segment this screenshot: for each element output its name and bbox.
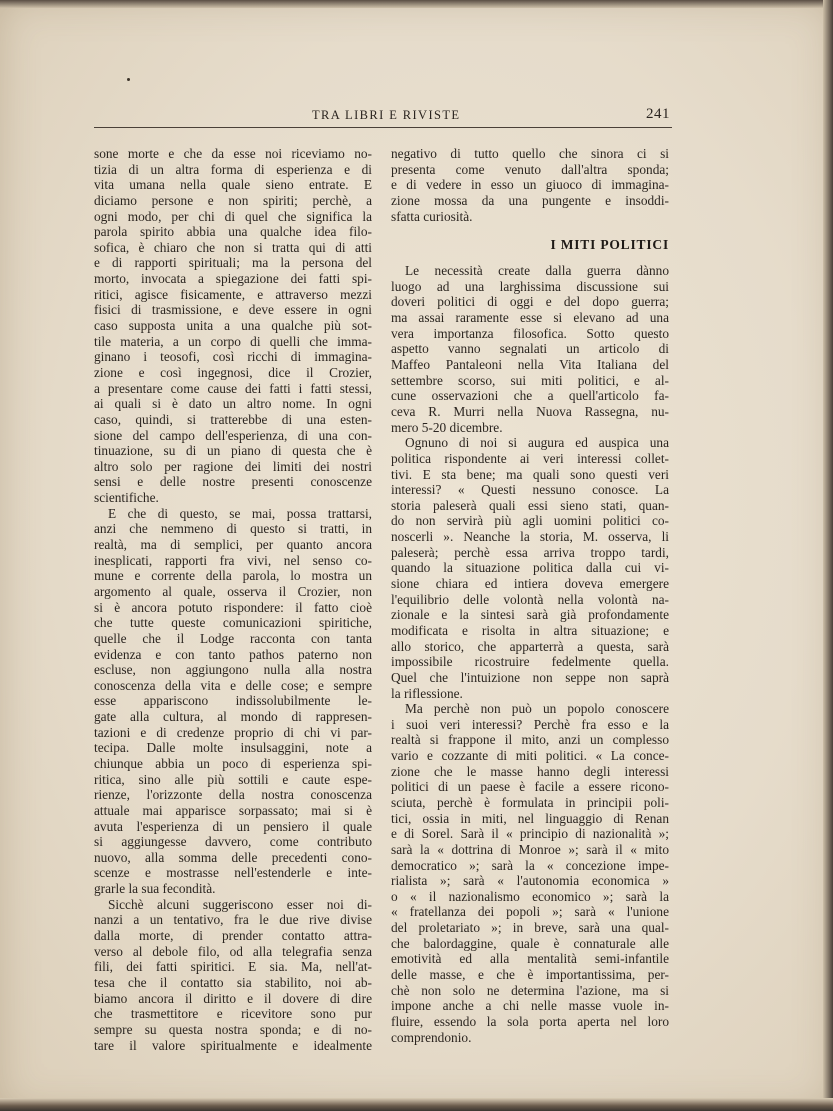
text-line: tici, ossia in miti, nel linguaggio di Renan [391,810,669,826]
text-line: tesa che il contatto sia stabilito, noi ab- [94,974,372,990]
text-line: sione chiara ed intiera doveva emergere [391,576,669,592]
text-line: Ognuno di noi si augura ed auspica una [405,435,669,451]
text-line: quelle che il Lodge racconta con tanta [94,630,372,646]
text-line: zione e così ingegnosi, dice il Crozier, [94,364,372,380]
text-line: « fratellanza dei popoli »; sarà « l'unione [391,904,669,920]
text-line: inesplicati, rapporti fra vivi, nel senso co- [94,552,372,568]
text-line: e di rapporti spirituali; ma la persona del [94,255,372,271]
text-line: modificata e risolta in altra situazione; e [391,622,669,638]
text-line: democratico »; sarà la « concezione impe- [391,857,669,873]
text-line: ai quali si è dato un altro nome. In ogni [94,396,372,412]
text-line: e di vedere in esso un giuoco di immagina- [391,177,669,193]
text-line: Ma perchè non può un popolo conoscere [405,701,669,717]
text-line: E che di questo, se mai, possa trattarsi, [108,505,372,521]
text-line: escluse, non aggiungono nulla alla nostra [94,662,372,678]
text-line: nuovo, alla somma delle precedenti cono- [94,849,372,865]
text-line: sofica, è chiaro che non si tratta qui di atti [94,239,372,255]
text-line: politici di un paese è facile a essere ricono- [391,779,669,795]
right-column-body [391,263,669,1045]
text-line: noscerli ». Neanche la storia, M. osserva, li [391,529,669,545]
text-line: realtà si frappone il mito, anzi un complesso [391,732,669,748]
text-line: fili, dei fatti spiritici. E sia. Ma, nell'at- [94,959,372,975]
text-line: ginano i teosofi, così ricchi di immagina- [94,349,372,365]
text-line: sarà la « dottrina di Monroe »; sarà il « mito [391,841,669,857]
text-line: tinuazione, su di un piano di questa che è [94,443,372,459]
text-line: vario e cozzante di miti politici. « La conce- [391,748,669,764]
section-heading: I MITI POLITICI [550,237,669,253]
text-line: impone anche a chi nelle masse vuole in- [391,998,669,1014]
text-line: a presentare come cause dei fatti i fatti stessi, [94,380,372,396]
text-line: storia paleserà quali essi sieno stati, quan- [391,497,669,513]
ink-speck [127,78,130,81]
text-line: attuale mai apparisce sorpassato; mai si è [94,802,372,818]
page-number: 241 [646,106,670,122]
text-line: delle masse, e che è importantissima, per- [391,967,669,983]
text-line: anzi che nemmeno di questo si tratti, in [94,521,372,537]
text-line: ceva R. Murri nella Nuova Rassegna, nu- [391,403,669,419]
text-line: settembre scorso, sui miti politici, e al- [391,372,669,388]
header-rule [94,127,672,128]
running-title: TRA LIBRI E RIVISTE [312,108,461,122]
text-line: chè non solo ne determina l'azione, ma si [391,982,669,998]
text-line: ogni modo, per chi di quel che significa la [94,208,372,224]
text-line: sempre su questa nostra sponda; e di no- [94,1021,372,1037]
text-line: rialista »; sarà « l'autonomia economica » [391,873,669,889]
text-line: realtà, ma di semplici, per quanto ancora [94,537,372,553]
text-line: biamo ancora il diritto e il dovere di dire [94,990,372,1006]
text-line: caso, quindi, si tratterebbe di una esten- [94,411,372,427]
text-line: Sicchè alcuni suggeriscono esser noi di- [108,896,372,912]
text-line: si aggiungesse davvero, come contributo [94,834,372,850]
text-line: diciamo persone e non spiriti; perchè, a [94,192,372,208]
text-line: sione del campo dell'esperienza, di una con- [94,427,372,443]
text-line: che tutte queste comunicazioni spiritiche, [94,615,372,631]
text-line: presenta come venuto dall'altra sponda; [391,161,669,177]
text-line: sfatta curiosità. [391,208,473,224]
text-line: scenze e mostrasse nell'estenderle e inte- [94,865,372,881]
text-line: mune e corrente della parola, lo mostra un [94,568,372,584]
text-line: sensi e delle nostre presenti conoscenze [94,474,372,490]
text-line: rienze, l'orizzonte della nostra conoscenza [94,787,372,803]
text-line: nanzi a un tentativo, fra le due rive divise [94,912,372,928]
text-line: ritica, sino alle più sottili e caute espe- [94,771,372,787]
left-column [94,146,372,1053]
text-line: fisici di trasmissione, e deve essere in ogni [94,302,372,318]
text-line: tivi. E sta bene; ma quali sono questi veri [391,466,669,482]
text-line: Le necessità create dalla guerra dànno [405,263,669,279]
text-line: avuta l'esperienza di un pensiero il quale [94,818,372,834]
text-line: evidenza e con tanto pathos paterno non [94,646,372,662]
text-line: fluire, essendo la sola porta aperta nel loro [391,1013,669,1029]
text-line: grarle la sua fecondità. [94,881,216,897]
text-line: la riflessione. [391,685,463,701]
text-line: paleserà; perchè essa arriva troppo tardi, [391,544,669,560]
text-line: quando la situazione politica dalla cui vi- [391,560,669,576]
text-line: verso al debole filo, od alla telegrafia senza [94,943,372,959]
text-line: i suoi veri interessi? Perchè fra esso e la [391,716,669,732]
text-line: emotività ed alla mentalità semi-infantile [391,951,669,967]
text-line: l'equilibrio delle volontà nella volontà na- [391,591,669,607]
text-line: conoscenza della vita e delle cose; e sempre [94,677,372,693]
text-line: parola spirito abbia una qualche idea filo- [94,224,372,240]
text-line: comprendonio. [391,1029,472,1045]
text-line: morto, invocata a spiegazione dei fatti spi- [94,271,372,287]
text-line: Quel che l'intuizione non seppe non saprà [391,669,669,685]
text-line: caso supposta unita a una qualche più sot- [94,318,372,334]
text-line: scientifiche. [94,490,159,506]
text-line: vera importanza filosofica. Sotto questo [391,325,669,341]
running-header [94,106,674,128]
text-line: zionale e la sintesi sarà già profondamente [391,607,669,623]
text-line: mero 5-20 dicembre. [391,419,503,435]
text-line: tazioni e di credenze proprio di chi vi par- [94,724,372,740]
text-line: do non servirà più agli uomini politici co- [391,513,669,529]
text-line: tile materia, a un corpo di quelli che imma- [94,333,372,349]
text-line: vita umana nella quale sieno entrate. E [94,177,372,193]
page-right-edge [823,0,833,1111]
text-line: sciuta, perchè è formulata in principii poli- [391,794,669,810]
text-line: doveri politici di oggi e del dopo guerra; [391,294,669,310]
text-line: impossibile ricostruire fedelmente quella. [391,654,669,670]
text-line: gate alla cultura, al mondo di rappresen- [94,709,372,725]
text-line: o « il nazionalismo economico »; sarà la [391,888,669,904]
text-line: allo storico, che apparterrà a questa, sarà [391,638,669,654]
text-line: e di Sorel. Sarà il « principio di nazionalità »; [391,826,669,842]
text-line: tare il valore spiritualmente e idealmente [94,1037,372,1053]
text-line: luogo ad una larghissima discussione sui [391,278,669,294]
text-line: del proletariato »; in breve, sarà una qual- [391,920,669,936]
page-bottom-edge [0,1098,833,1111]
text-line: cune osservazioni che a quell'articolo fa- [391,388,669,404]
text-line: tizia di un altra forma di esperienza e di [94,161,372,177]
text-line: politica rispondente ai veri interessi collet- [391,450,669,466]
text-line: dalla morte, di prender contatto attra- [94,928,372,944]
text-line: zione mossa da una pungente e insoddi- [391,192,669,208]
text-line: argomento al quale, osserva il Crozier, non [94,583,372,599]
text-line: altro solo per ragione dei limiti dei nostri [94,458,372,474]
right-column-intro [391,146,669,224]
text-line: che trasmettitore e ricevitore sono pur [94,1006,372,1022]
text-line: sone morte e che da esse noi riceviamo no- [94,146,372,161]
text-line: tecipa. Dalle molte insulsaggini, note a [94,740,372,756]
text-line: ritici, agisce fisicamente, e attraverso mezzi [94,286,372,302]
text-line: interessi? « Questi nessuno conosce. La [391,482,669,498]
page-top-edge [0,0,833,8]
text-line: esse appariscono indissolubilmente le- [94,693,372,709]
text-line: negativo di tutto quello che sinora ci si [391,146,669,161]
text-line: ma assai raramente esse si elevano ad una [391,310,669,326]
text-line: che balordaggine, quale è connaturale alle [391,935,669,951]
text-line: aspetto vanno segnalati un articolo di [391,341,669,357]
text-line: chiunque abbia un poco di esperienza spi- [94,755,372,771]
text-line: Maffeo Pantaleoni nella Vita Italiana del [391,357,669,373]
text-line: zione che le masse hanno degli interessi [391,763,669,779]
text-line: si è ancora potuto rispondere: il fatto cioè [94,599,372,615]
right-column [391,146,669,1045]
